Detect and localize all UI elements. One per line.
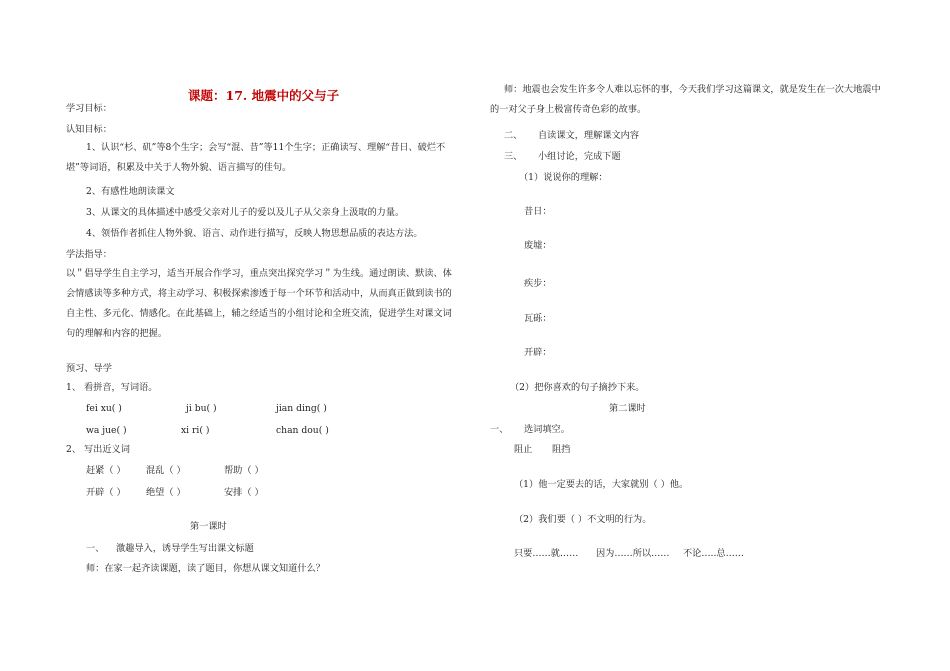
vocab-item: 开辟： xyxy=(524,347,552,358)
conjunction-option: 不论…..总…… xyxy=(683,548,744,559)
fill-number: 一、 xyxy=(490,424,509,435)
vocab-item: 瓦砾： xyxy=(524,313,552,324)
goal-1: 1、认识“杉、矶”等8个生字；会写“混、昔”等11个生字；正确读写、理解“昔日、破烂不堪”等词语，积累及中关于人物外貌、语言描写的佳句。 xyxy=(66,142,446,173)
synonym-item: 赶紧（ ） xyxy=(86,465,126,476)
vocab-item: 废墟： xyxy=(524,240,552,251)
conjunction-option: 因为……所以…… xyxy=(596,548,670,559)
step-1-number: 一、 xyxy=(86,543,105,554)
question-1: 1、 看拼音，写词语。 xyxy=(66,382,158,393)
synonym-item: 开辟（ ） xyxy=(86,487,126,498)
cognitive-heading: 认知目标： xyxy=(66,124,112,135)
synonym-item: 混乱（ ） xyxy=(146,465,186,476)
synonym-item: 帮助（ ） xyxy=(224,465,264,476)
vocab-item: 疾步： xyxy=(524,278,552,289)
step-2-number: 二、 xyxy=(504,130,523,141)
sub-question-1: （1）说说你的理解： xyxy=(519,172,608,183)
fill-instruction: 选词填空。 xyxy=(524,424,570,435)
pinyin-item: xi ri( ) xyxy=(181,425,210,436)
question-2: 2、 写出近义词 xyxy=(66,444,130,455)
sub-question-2: （2）把你喜欢的句子摘抄下来。 xyxy=(510,382,645,393)
method-heading: 学法指导： xyxy=(66,249,112,260)
goal-2: 2、有感性地朗读课文 xyxy=(86,186,175,197)
goal-3: 3、从课文的具体描述中感受父亲对儿子的爱以及儿子从父亲身上汲取的力量。 xyxy=(86,207,405,218)
pinyin-item: jian ding( ) xyxy=(276,403,327,414)
pinyin-item: fei xu( ) xyxy=(86,403,122,414)
teacher-line-2: 师：地震也会发生许多令人难以忘怀的事，今天我们学习这篇课文，就是发生在一次大地震中的一对父子身上极富传奇色彩的故事。 xyxy=(490,84,881,115)
fill-sentence-1: （1）他一定要去的话，大家就别（ ）他。 xyxy=(514,479,689,490)
lesson-title: 课题：17. 地震中的父与子 xyxy=(188,88,340,103)
step-2-text: 自读课文，理解课文内容 xyxy=(538,130,640,141)
step-3-number: 三、 xyxy=(504,151,523,162)
fill-sentence-2: （2）我们要（ ）不文明的行为。 xyxy=(514,514,652,525)
teacher-line-1: 师：在家一起齐读课题，读了题目，你想从课文知道什么？ xyxy=(86,563,325,574)
pinyin-item: wa jue( ) xyxy=(86,425,127,436)
goals-heading: 学习目标： xyxy=(66,103,112,114)
lesson-2-heading: 第二课时 xyxy=(609,403,646,414)
word-option: 阻挡 xyxy=(552,444,571,455)
synonym-item: 安排（ ） xyxy=(224,487,264,498)
preview-heading: 预习、导学 xyxy=(66,363,112,374)
lesson-1-heading: 第一课时 xyxy=(190,521,227,532)
word-option: 阻止 xyxy=(514,444,533,455)
pinyin-item: ji bu( ) xyxy=(186,403,217,414)
vocab-item: 昔日： xyxy=(524,206,552,217)
method-paragraph: 以＂倡导学生自主学习，适当开展合作学习，重点突出探究学习＂为生线。通过朗读、默读、体会情感读等多种方式，将主动学习、积极探索渗透于每一个环节和活动中，从而真正做到读书的自主性、多元化、情感化。在此基础上，辅之经适当的小组讨论和全班交流，促进学生对课文词句的理解和内容的把握。 xyxy=(66,268,452,339)
step-1-text: 激趣导入，诱导学生写出课文标题 xyxy=(116,543,254,554)
step-3-text: 小组讨论，完成下题 xyxy=(538,151,621,162)
pinyin-item: chan dou( ) xyxy=(276,425,329,436)
conjunction-option: 只要……就…… xyxy=(514,548,579,559)
synonym-item: 绝望（ ） xyxy=(146,487,186,498)
goal-4: 4、领悟作者抓住人物外貌、语言、动作进行描写，反映人物思想品质的表达方法。 xyxy=(86,228,423,239)
